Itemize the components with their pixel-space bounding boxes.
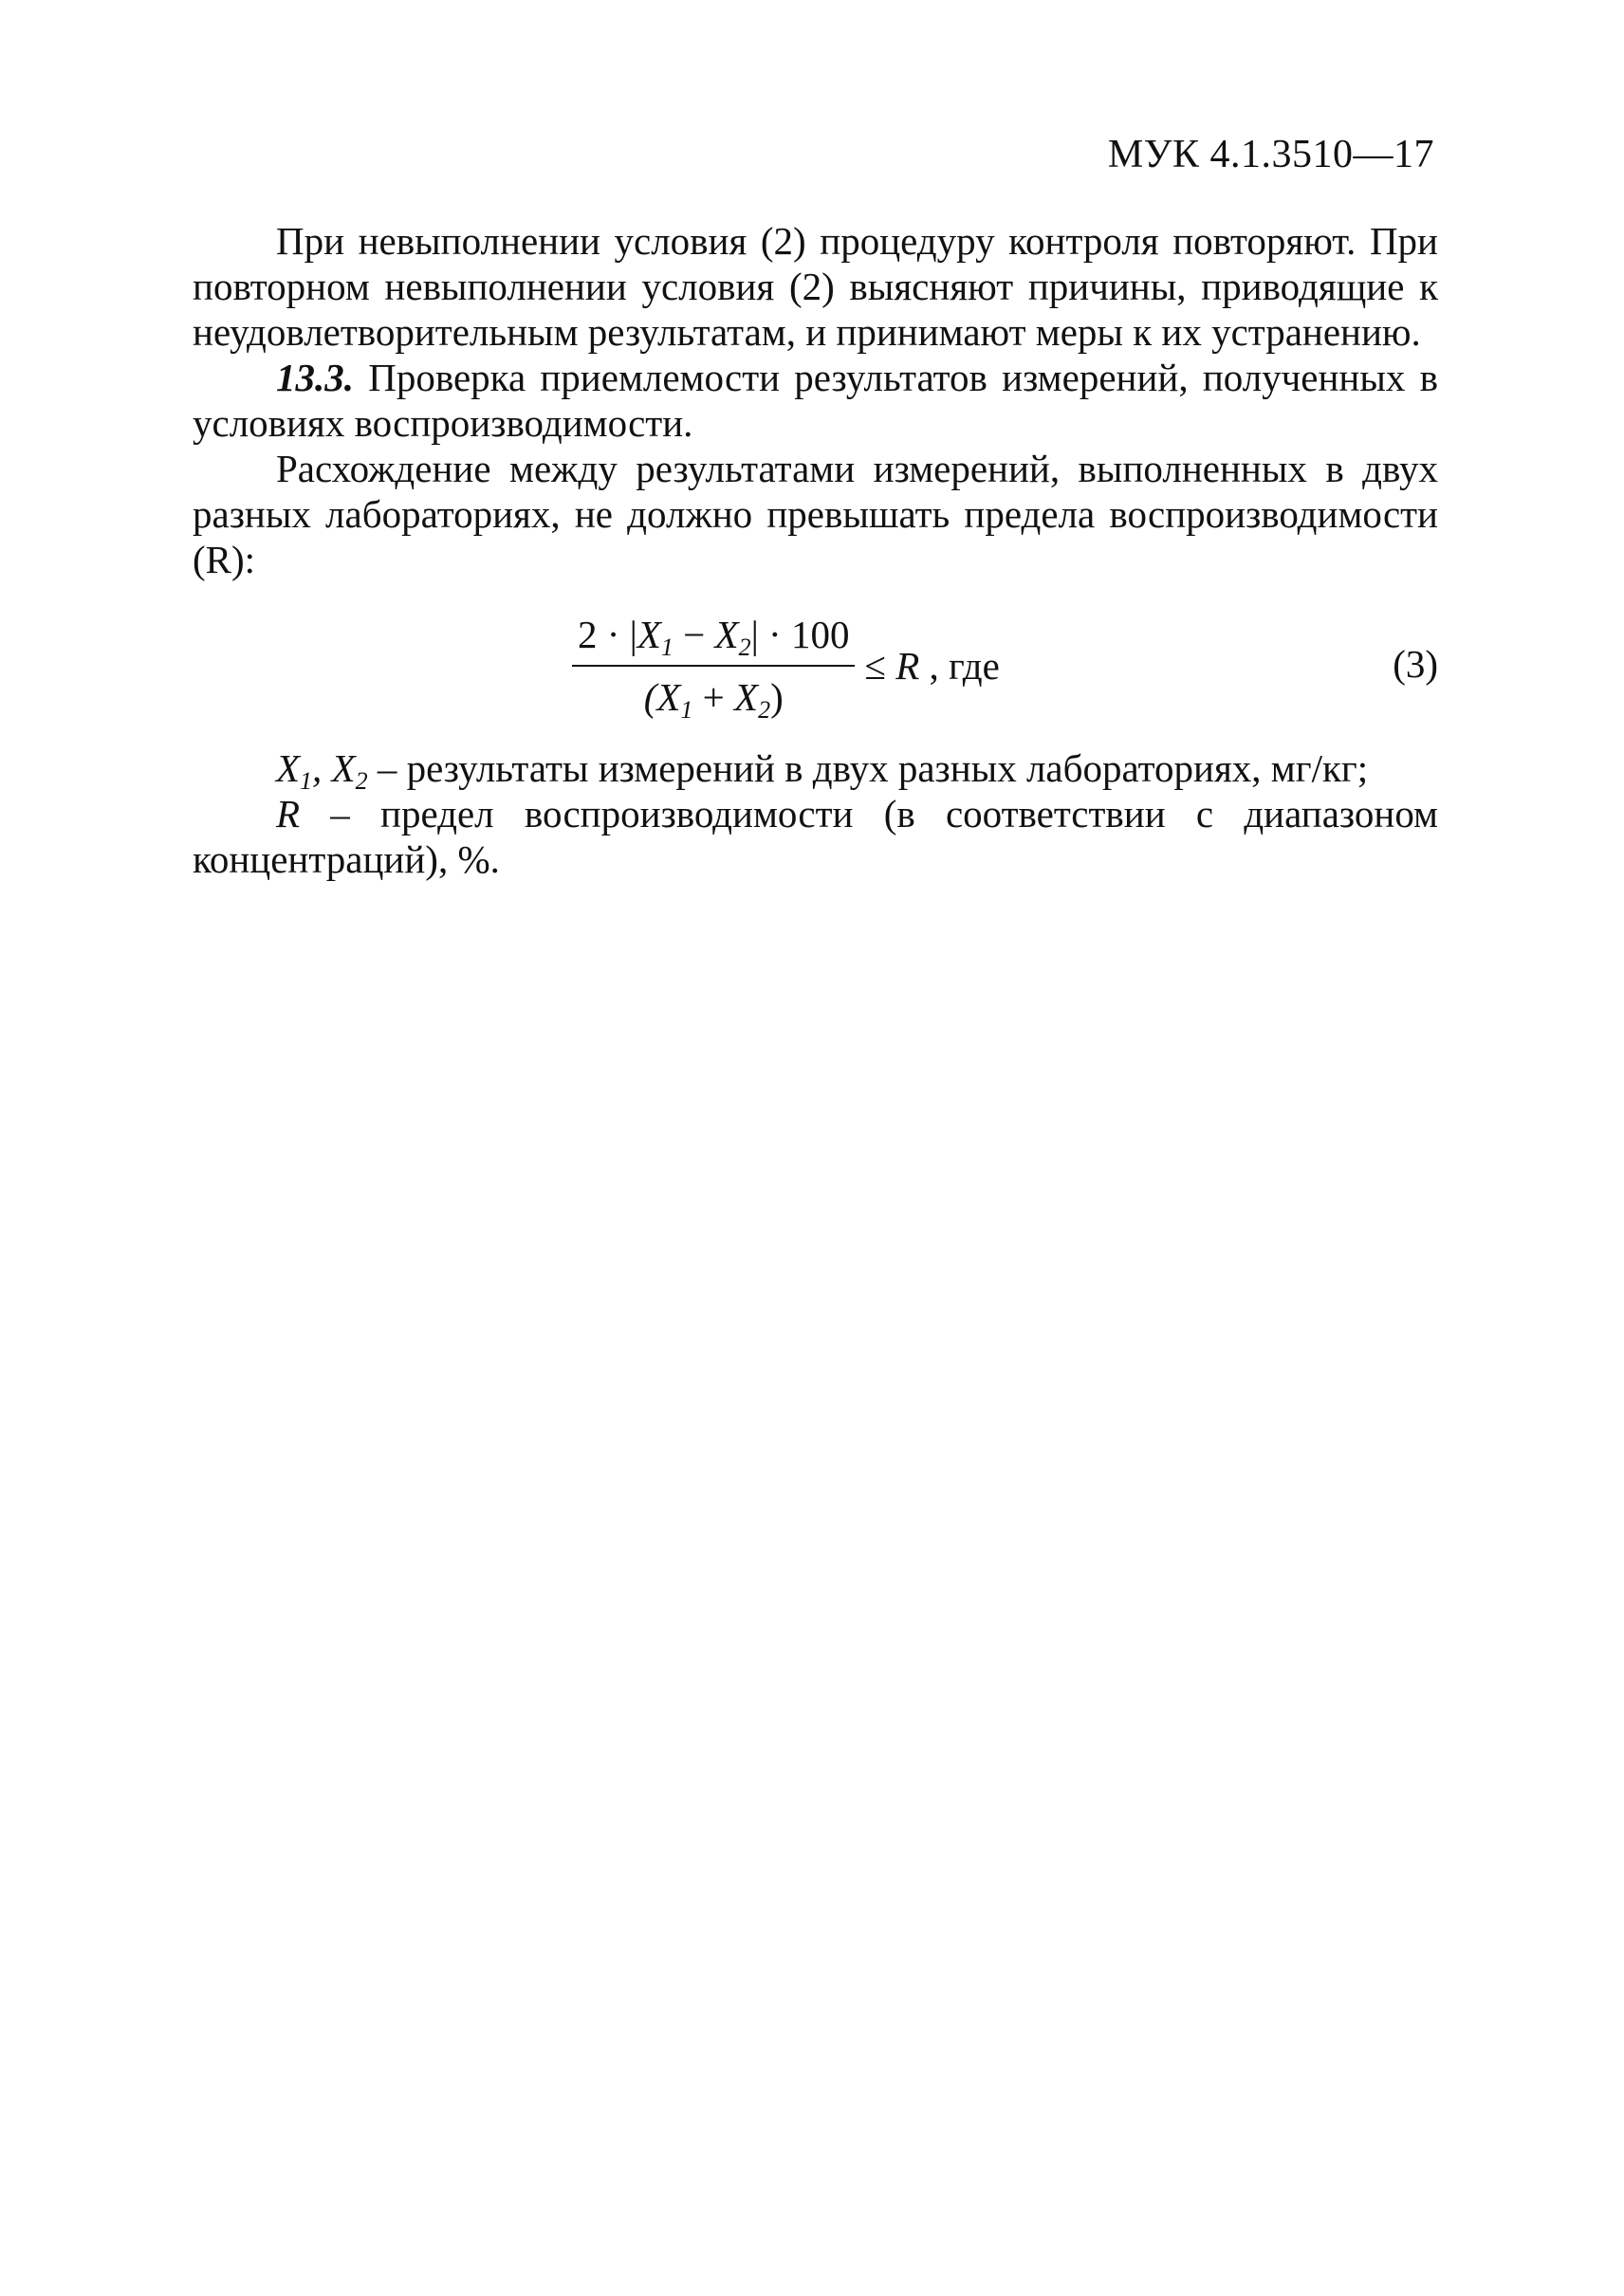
sub-1-denom: 1 — [680, 696, 693, 724]
paragraph-repeat-control: При невыполнении условия (2) процедуру контроля повторяют. При повторном невыполнении условия (2) выясняют причины, приводящие к неудовлетворительным результатам, и принимают меры к их устранению. — [193, 219, 1438, 354]
section-number: 13.3. — [276, 356, 354, 399]
formula-inequality — [864, 643, 999, 689]
def-sub-2: 2 — [355, 767, 368, 795]
def-var-x1: X — [276, 746, 301, 790]
fraction-bar — [572, 665, 855, 667]
var-x1: X — [637, 613, 661, 656]
section-title-text: Проверка приемлемости результатов измерений, полученных в условиях воспроизводимости. — [193, 356, 1438, 445]
definition-r — [193, 791, 1438, 882]
def-r-text: – предел воспроизводимости (в соответствии с диапазоном концентраций), %. — [193, 792, 1438, 881]
var-x1-denom: X — [656, 675, 681, 719]
var-r: R — [895, 644, 920, 688]
sub-2-denom: 2 — [758, 696, 771, 724]
paren-close: ) — [770, 675, 784, 719]
numerator-prefix: 2 · | — [578, 613, 637, 656]
document-body — [193, 218, 1438, 882]
def-var-x2: X — [331, 746, 356, 790]
formula-numerator — [572, 610, 855, 659]
sub-1: 1 — [660, 634, 674, 661]
def-sub-1: 1 — [300, 767, 313, 795]
formula-3 — [572, 599, 1000, 732]
paragraph-section-13-3 — [193, 355, 1438, 446]
formula-fraction — [572, 610, 855, 722]
var-x2-denom: X — [734, 675, 759, 719]
equation-number: (3) — [1393, 642, 1438, 686]
paren-open: ( — [643, 675, 657, 719]
formula-row — [193, 599, 1438, 732]
definition-x1-x2 — [193, 745, 1438, 795]
def-separator: , — [312, 746, 332, 790]
var-x2: X — [714, 613, 739, 656]
def-x-text: – результаты измерений в двух разных лабораториях, мг/кг; — [367, 746, 1369, 790]
where-word: , где — [919, 644, 1000, 688]
minus-sign: − — [673, 613, 715, 656]
numerator-suffix: | · 100 — [750, 613, 850, 656]
document-code-header: МУК 4.1.3510—17 — [1107, 133, 1434, 176]
paragraph-reproducibility-limit: Расхождение между результатами измерений, выполненных в двух разных лабораториях, не должно превышать предела воспроизводимости (R): — [193, 447, 1438, 581]
plus-sign: + — [692, 675, 735, 719]
leq-sign: ≤ — [864, 644, 896, 688]
sub-2: 2 — [738, 634, 751, 661]
formula-denominator — [638, 672, 789, 722]
def-var-r: R — [276, 792, 301, 836]
